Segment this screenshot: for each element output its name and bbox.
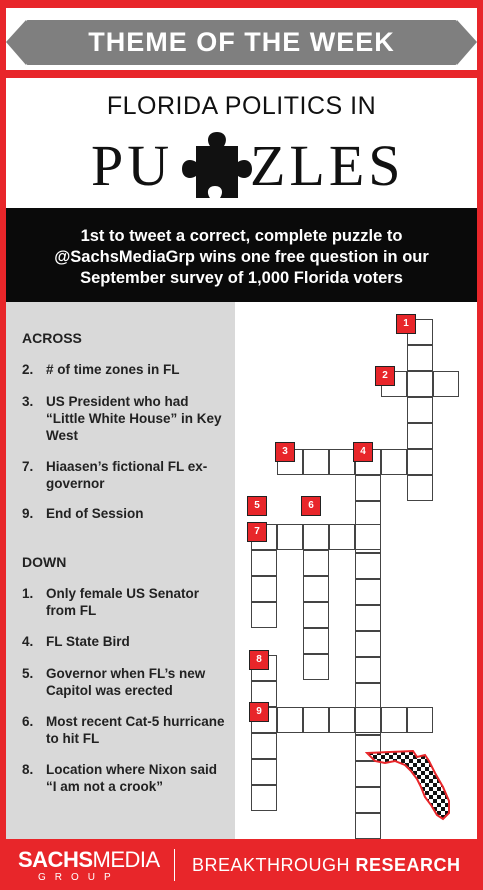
- grid-cell[interactable]: [251, 759, 277, 785]
- grid-cell[interactable]: [303, 550, 329, 576]
- clue-number: 5.: [22, 666, 34, 681]
- wordmark-left: PU: [91, 133, 174, 198]
- clue-text: US President who had “Little White House” in Key West: [46, 394, 222, 443]
- grid-cell[interactable]: [303, 576, 329, 602]
- grid-cell[interactable]: [407, 397, 433, 423]
- grid-cell[interactable]: [303, 449, 329, 475]
- grid-cell[interactable]: [407, 707, 433, 733]
- grid-cell[interactable]: [355, 683, 381, 709]
- grid-cell[interactable]: [303, 707, 329, 733]
- grid-cell[interactable]: [381, 449, 407, 475]
- grid-cell[interactable]: [355, 524, 381, 550]
- grid-cell[interactable]: [277, 524, 303, 550]
- title-box: [6, 78, 477, 208]
- clue-number: 9.: [22, 506, 34, 521]
- grid-cell[interactable]: [355, 579, 381, 605]
- grid-cell[interactable]: [355, 657, 381, 683]
- grid-cell[interactable]: [251, 576, 277, 602]
- grid-cell[interactable]: [433, 371, 459, 397]
- grid-cell[interactable]: [407, 475, 433, 501]
- clue-text: Governor when FL’s new Capitol was erected: [46, 666, 206, 698]
- grid-number: 3: [275, 442, 295, 462]
- clue-text: Only female US Senator from FL: [46, 586, 200, 618]
- clue-number: 8.: [22, 762, 34, 777]
- grid-cell[interactable]: [251, 602, 277, 628]
- grid-cell[interactable]: [355, 707, 381, 733]
- grid-cell[interactable]: [329, 707, 355, 733]
- grid-cell[interactable]: [251, 550, 277, 576]
- grid-number: 9: [249, 702, 269, 722]
- footer-divider: [174, 849, 175, 881]
- clue-number: 7.: [22, 459, 34, 474]
- wordmark-right: ZLES: [250, 133, 405, 198]
- logo-thin: MEDIA: [92, 847, 160, 872]
- grid-cell[interactable]: [251, 733, 277, 759]
- theme-banner: [6, 8, 477, 70]
- clue-number: 2.: [22, 362, 34, 377]
- sachs-media-logo: [18, 847, 160, 873]
- banner-ribbon: [26, 20, 457, 65]
- grid-cell[interactable]: [407, 423, 433, 449]
- clue-number: 3.: [22, 394, 34, 409]
- clue-text: # of time zones in FL: [46, 362, 180, 377]
- clue-text: End of Session: [46, 506, 144, 521]
- logo-sub: GROUP: [38, 872, 120, 883]
- grid-cell[interactable]: [329, 449, 355, 475]
- clue-text: Location where Nixon said “I am not a crook”: [46, 762, 218, 794]
- clue-number: 1.: [22, 586, 34, 601]
- down-heading: DOWN: [22, 554, 67, 570]
- footer: [0, 839, 483, 890]
- puzzle-piece-icon: [182, 132, 252, 202]
- tagline-thin: BREAKTHROUGH: [192, 855, 356, 875]
- clue-text: Hiaasen’s fictional FL ex-governor: [46, 459, 208, 491]
- grid-cell[interactable]: [407, 371, 433, 397]
- grid-cell[interactable]: [251, 785, 277, 811]
- clue-text: FL State Bird: [46, 634, 130, 649]
- grid-cell[interactable]: [303, 602, 329, 628]
- grid-number: 1: [396, 314, 416, 334]
- clue-number: 6.: [22, 714, 34, 729]
- clue-text: Most recent Cat-5 hurricane to hit FL: [46, 714, 225, 746]
- grid-cell[interactable]: [329, 524, 355, 550]
- grid-cell[interactable]: [355, 475, 381, 501]
- grid-number: 2: [375, 366, 395, 386]
- tagline-bold: RESEARCH: [355, 855, 461, 875]
- promo-text: 1st to tweet a correct, complete puzzle to @SachsMediaGrp wins one free question in our September survey of 1,000 Florida voters: [54, 227, 429, 287]
- grid-cell[interactable]: [355, 631, 381, 657]
- grid-number: 8: [249, 650, 269, 670]
- grid-cell[interactable]: [407, 345, 433, 371]
- title-line: FLORIDA POLITICS IN: [106, 92, 377, 120]
- grid-cell[interactable]: [303, 654, 329, 680]
- grid-cell[interactable]: [381, 707, 407, 733]
- grid-cell[interactable]: [407, 449, 433, 475]
- grid-cell[interactable]: [277, 707, 303, 733]
- grid-cell[interactable]: [303, 524, 329, 550]
- clue-number: 4.: [22, 634, 34, 649]
- grid-number: 6: [301, 496, 321, 516]
- logo-bold: SACHS: [18, 847, 93, 872]
- promo-box: [6, 208, 477, 302]
- grid-number: 7: [247, 522, 267, 542]
- grid-number: 4: [353, 442, 373, 462]
- footer-tagline: [192, 855, 461, 876]
- banner-title: THEME OF THE WEEK: [88, 27, 395, 57]
- grid-cell[interactable]: [355, 553, 381, 579]
- grid-cell[interactable]: [355, 605, 381, 631]
- puzzles-wordmark: [6, 130, 477, 202]
- clues-panel: [6, 302, 235, 839]
- grid-number: 5: [247, 496, 267, 516]
- across-heading: ACROSS: [22, 330, 82, 346]
- florida-map-icon: [365, 747, 455, 822]
- grid-cell[interactable]: [303, 628, 329, 654]
- crossword-grid: [235, 302, 477, 839]
